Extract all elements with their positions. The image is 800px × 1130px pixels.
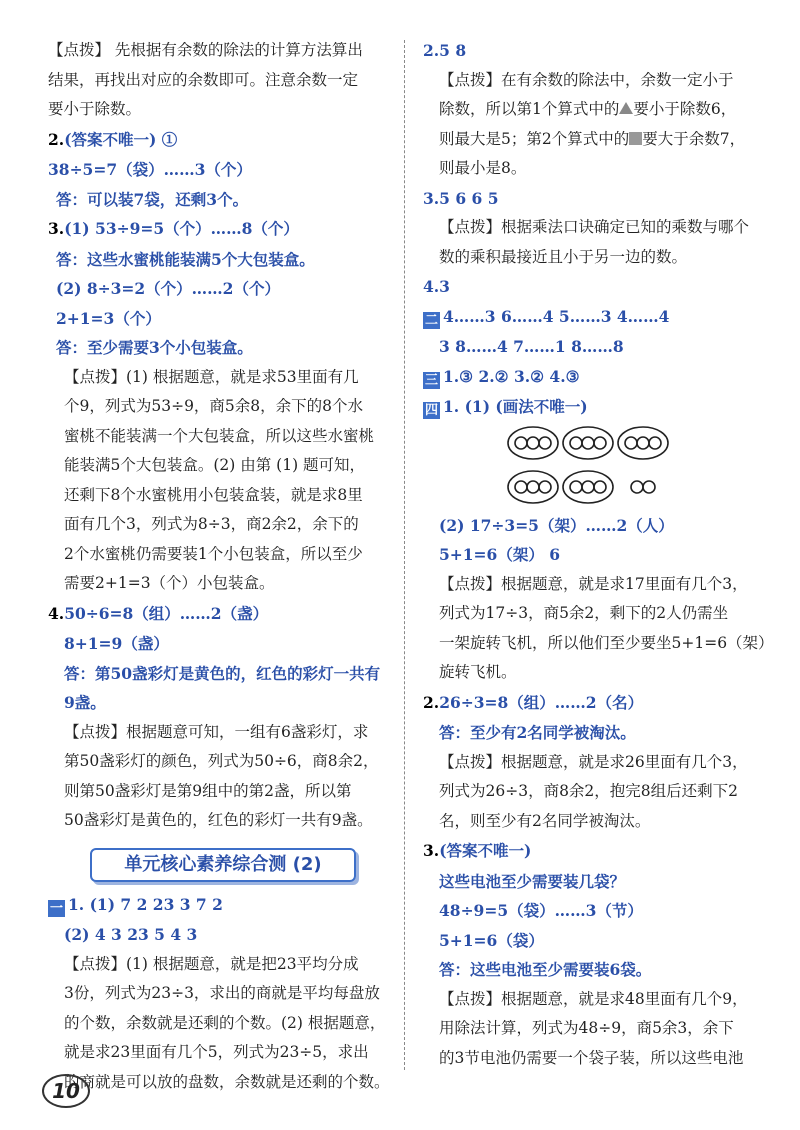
tip-line: 个9，列式为53÷9，商5余8，余下的8个水 [64,397,364,415]
equation: 50÷6=8（组）……2（盏） [64,603,269,623]
equation: 38÷5=7（袋）……3（个） [48,160,252,179]
equation: 2+1=3（个） [56,308,161,328]
triangle-icon [619,102,633,114]
tip-line: 的3节电池仍需要一个袋子装，所以这些电池 [439,1048,744,1067]
equation: (2) 8÷3=2（个）……2（个） [56,279,280,298]
equation: (1) 53÷9=5（个）……8（个） [64,219,299,238]
right-column [423,36,774,1073]
tip-line: 要小于除数。 [48,100,142,118]
tip-line: 列式为26÷3，商8余2，抱完8组后还剩下2 [439,782,739,800]
tip-line: 【点拨】在有余数的除法中，余数一定小于 [439,70,734,89]
tip-line: 【点拨】根据题意，就是求26里面有几个3， [439,752,748,771]
tip-line: 【点拨】(1) 根据题意，就是求53里面有几 [64,367,359,386]
answer-line: 1.③ 2.② 3.② 4.③ [443,366,580,386]
answer-line: 3.5 6 6 5 [423,188,499,208]
tip-line: 【点拨】根据题意，就是求48里面有几个9， [439,989,748,1008]
tip-line: 【点拨】 先根据有余数的除法的计算方法算出 [48,41,363,59]
tip-line: 【点拨】根据题意可知，一组有6盏彩灯，求 [64,722,369,741]
tip-block [423,570,774,688]
grouping-diagram [423,423,763,511]
tip-line: 蜜桃不能装满一个大包装盒，所以这些水蜜桃 [64,426,375,445]
tip-line: 就是求23里面有几个5，列式为23÷5，求出 [64,1043,369,1061]
question-text: 这些电池至少需要装几袋？ [439,871,626,891]
section-marker: 四 [424,403,438,418]
answer-heading: (答案不唯一) [439,841,532,860]
answer-line: 1. (1) 7 2 23 3 7 2 [68,894,223,914]
tip-line: 名，则至少有2名同学被淘汰。 [439,811,651,830]
answer-text: 答：可以装7袋，还剩3个。 [56,189,249,209]
tip-line: 3份，列式为23÷3，求出的商就是平均每盘放 [64,984,380,1002]
tip-block [48,363,400,599]
answer-line: (2) 4 3 23 5 4 3 [64,925,198,944]
answer-heading: (答案不唯一) ① [64,129,178,149]
question-number: 3. [423,841,440,860]
equation: 5+1=6（架） 6 [439,545,561,564]
tip-line: 要小于除数6， [633,100,737,118]
question-number: 3. [48,219,65,238]
tip-line: 则最小是8。 [439,159,527,177]
tip-line: 旋转飞机。 [439,663,517,681]
question-number: 4. [48,603,65,623]
tip-block [48,950,400,1098]
answer-text: 答：至少有2名同学被淘汰。 [439,723,636,742]
question-number: 2. [423,692,440,712]
answer-text: 答：这些电池至少需要装6袋。 [439,960,652,979]
section-marker: 三 [424,372,438,388]
section-marker: 二 [424,312,438,328]
answer-line: 2.5 8 [423,41,467,60]
column-divider [404,40,405,1070]
answer-line: 1. (1) (画法不唯一) [443,397,588,416]
tip-line: 则最大是5；第2个算式中的 [439,129,630,148]
answer-text: 9盏。 [64,693,106,712]
tip-line: 除数，所以第1个算式中的 [439,100,620,118]
tip-line: 能装满5个大包装盒。(2) 由第 (1) 题可知， [64,456,366,474]
tip-line: 【点拨】根据乘法口诀确定已知的乘数与哪个 [439,218,750,236]
tip-line: 需要2+1=3（个）小包装盒。 [64,574,275,592]
page-number: 10 [42,1074,90,1108]
section-banner: 单元核心素养综合测 (2) [90,848,356,882]
tip-line: 第50盏彩灯的颜色，列式为50÷6，商8余2， [64,752,379,770]
tip-line: 数的乘积最接近且小于另一边的数。 [439,247,688,266]
section-marker: 一 [49,900,63,916]
tip-line: 则第50盏彩灯是第9组中的第2盏，所以第 [64,781,352,800]
tip-line: 50盏彩灯是黄色的，红色的彩灯一共有9盏。 [64,811,373,829]
answer-line: 4……3 6……4 5……3 4……4 [443,306,670,326]
tip-line: 还剩下8个水蜜桃用小包装盒装，就是求8里 [64,485,363,504]
answer-line: 3 8……4 7……1 8……8 [439,337,624,356]
tip-line: 【点拨】根据题意，就是求17里面有几个3， [439,574,748,593]
tip-line: 列式为17÷3，商5余2，剩下的2人仍需坐 [439,604,729,622]
equation: 5+1=6（袋） [439,930,544,950]
answer-text: 答：第50盏彩灯是黄色的，红色的彩灯一共有 [64,663,381,683]
answer-line: 4.3 [423,277,450,296]
tip-line: 2个水蜜桃仍需要装1个小包装盒，所以至少 [64,544,363,563]
tip-block [423,748,763,837]
tip-block [423,985,763,1074]
grouping-drawing [423,423,763,511]
tip-line: 要大于余数7， [642,129,746,148]
equation: 26÷3=8（组）……2（名） [439,692,644,712]
equation: 8+1=9（盏） [64,634,169,653]
square-icon [629,132,642,145]
tip-line: 的商就是可以放的盘数，余数就是还剩的个数。 [64,1072,390,1091]
left-column [48,36,400,1097]
tip-line: 用除法计算，列式为48÷9，商5余3，余下 [439,1019,734,1037]
equation: (2) 17÷3=5（架）……2（人） [439,515,674,535]
question-number: 2. [48,129,65,149]
tip-block [48,718,400,836]
equation: 48÷9=5（袋）……3（节） [439,901,643,920]
tip-line: 【点拨】(1) 根据题意，就是把23平均分成 [64,954,359,973]
tip-line: 的个数，余数就是还剩的个数。(2) 根据题意， [64,1013,386,1032]
answer-text: 答：这些水蜜桃能装满5个大包装盒。 [56,249,315,269]
tip-line: 一架旋转飞机，所以他们至少要坐5+1=6（架） [439,633,774,652]
answer-text: 答：至少需要3个小包装盒。 [56,338,253,357]
tip-line: 结果，再找出对应的余数即可。注意余数一定 [48,70,359,89]
tip-line: 面有几个3，列式为8÷3，商2余2，余下的 [64,515,359,533]
